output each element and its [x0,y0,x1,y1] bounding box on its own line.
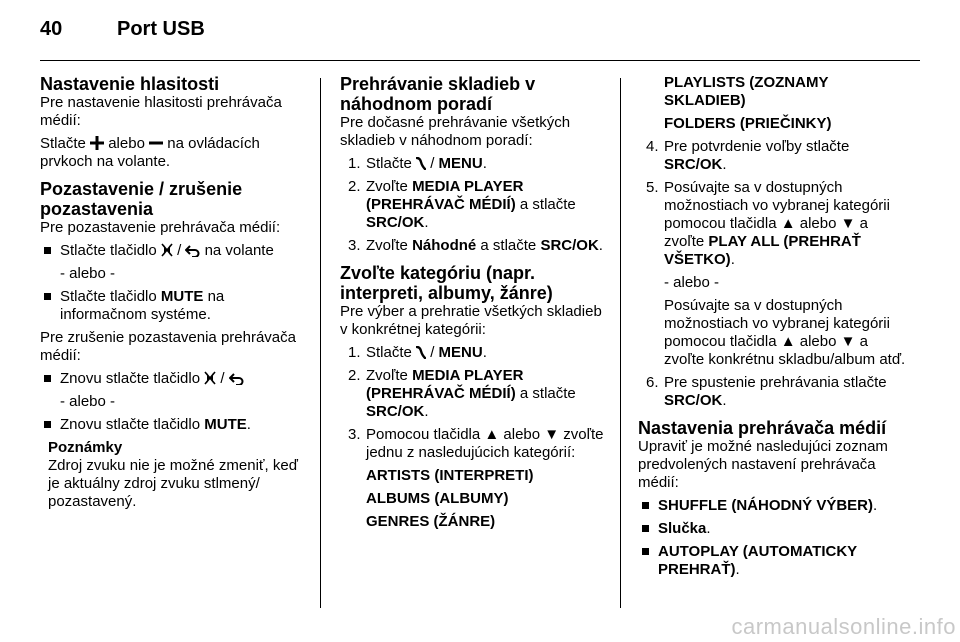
or-separator: - alebo - [60,393,116,410]
bullet-item: AUTOPLAY (AUTOMATICKY PREHRAŤ). [641,543,910,579]
column-3 [638,74,910,584]
category-intro: Pre výber a prehratie všetkých skladieb v konkrétnej kategórii: [340,303,602,338]
category-option: ARTISTS (INTERPRETI) [366,467,534,484]
heading-random-play: Prehrávanie skladieb v náhodnom poradí [340,74,536,114]
voice-mute-icon [161,243,173,257]
step-item: 3. Zvoľte Náhodné a stlačte SRC/OK. [348,237,603,254]
bullet-item: Znovu stlačte tlačidlo / [43,370,310,388]
bullet-item: SHUFFLE (NÁHODNÝ VÝBER). [641,497,910,515]
return-arrow-icon [185,245,200,257]
return-arrow-icon [229,373,244,385]
category-option: GENRES (ŽÁNRE) [366,513,496,530]
step-item: 2. Zvoľte MEDIA PLAYER (PREHRÁVAČ MÉDIÍ) a stlačte SRC/OK. [348,367,576,420]
step-item: 1. Stlačte / MENU. [348,155,487,172]
heading-pause: Pozastavenie / zrušenie pozastavenia [40,179,243,219]
heading-category: Zvoľte kategóriu (napr. interpreti, albumy, žánre) [340,263,553,303]
step-item: 6. Pre spustenie prehrávania stlačte SRC/OK. [646,374,887,409]
bullet-item: Znovu stlačte tlačidlo MUTE. [43,416,310,434]
unpause-intro: Pre zrušenie pozastavenia prehrávača médií: [40,329,296,364]
plus-icon [90,136,104,150]
column-1 [40,74,310,511]
random-intro: Pre dočasné prehrávanie všetkých skladieb v náhodnom poradí: [340,114,571,149]
column-divider-1 [320,78,321,608]
or-separator: - alebo - [60,265,116,282]
step-item: 4. Pre potvrdenie voľby stlačte SRC/OK. [646,138,850,173]
volume-instruction: Stlačte alebo na ovládacích prvkoch na volante. [40,135,260,170]
phone-hook-icon [416,346,426,359]
minus-icon [149,136,163,150]
note-box [40,439,310,511]
column-divider-2 [620,78,621,608]
volume-intro: Pre nastavenie hlasitosti prehrávača médií: [40,94,282,129]
step-alternative: Posúvajte sa v dostupných možnostiach vo vybranej kategórii pomocou tlačidla ▲ alebo ▼ a zvoľte konkrétnu skladbu/album atď. [664,297,906,368]
step-item: 3. Pomocou tlačidla ▲ alebo ▼ zvoľte jednu z nasledujúcich kategórií: [348,426,604,461]
heading-volume: Nastavenie hlasitosti [40,74,220,94]
voice-mute-icon [204,371,216,385]
bullet-item: Stlačte tlačidlo MUTE na informačnom systéme. [43,288,310,324]
step-item: 5. Posúvajte sa v dostupných možnostiach vo vybranej kategórii pomocou tlačidla ▲ alebo ▼ a zvoľte PLAY ALL (PREHRAŤ VŠETKO). [646,179,890,268]
settings-intro: Upraviť je možné nasledujúci zoznam predvolených nastavení prehrávača médií: [638,438,888,491]
category-option: ALBUMS (ALBUMY) [366,490,509,507]
header-rule [40,60,920,61]
category-option: FOLDERS (PRIEČINKY) [664,115,832,132]
column-2 [340,74,605,536]
page-number: 40 [40,18,63,40]
bullet-item: Slučka. [641,520,910,538]
bullet-item: Stlačte tlačidlo / na volante [43,242,310,260]
step-item: 1. Stlačte / MENU. [348,344,487,361]
category-option: PLAYLISTS (ZOZNAMY SKLADIEB) [664,74,829,109]
pause-intro: Pre pozastavenie prehrávača médií: [40,219,281,236]
heading-player-settings: Nastavenia prehrávača médií [638,418,887,438]
note-title: Poznámky [48,439,123,456]
page-title: Port USB [117,18,205,40]
watermark: carmanualsonline.info [731,614,956,639]
note-text: Zdroj zvuku nie je možné zmeniť, keď je aktuálny zdroj zvuku stlmený/ pozastavený. [48,457,298,510]
phone-hook-icon [416,157,426,170]
or-separator: - alebo - [664,274,720,291]
page-header [40,18,920,48]
step-item: 2. Zvoľte MEDIA PLAYER (PREHRÁVAČ MÉDIÍ) a stlačte SRC/OK. [348,178,576,231]
